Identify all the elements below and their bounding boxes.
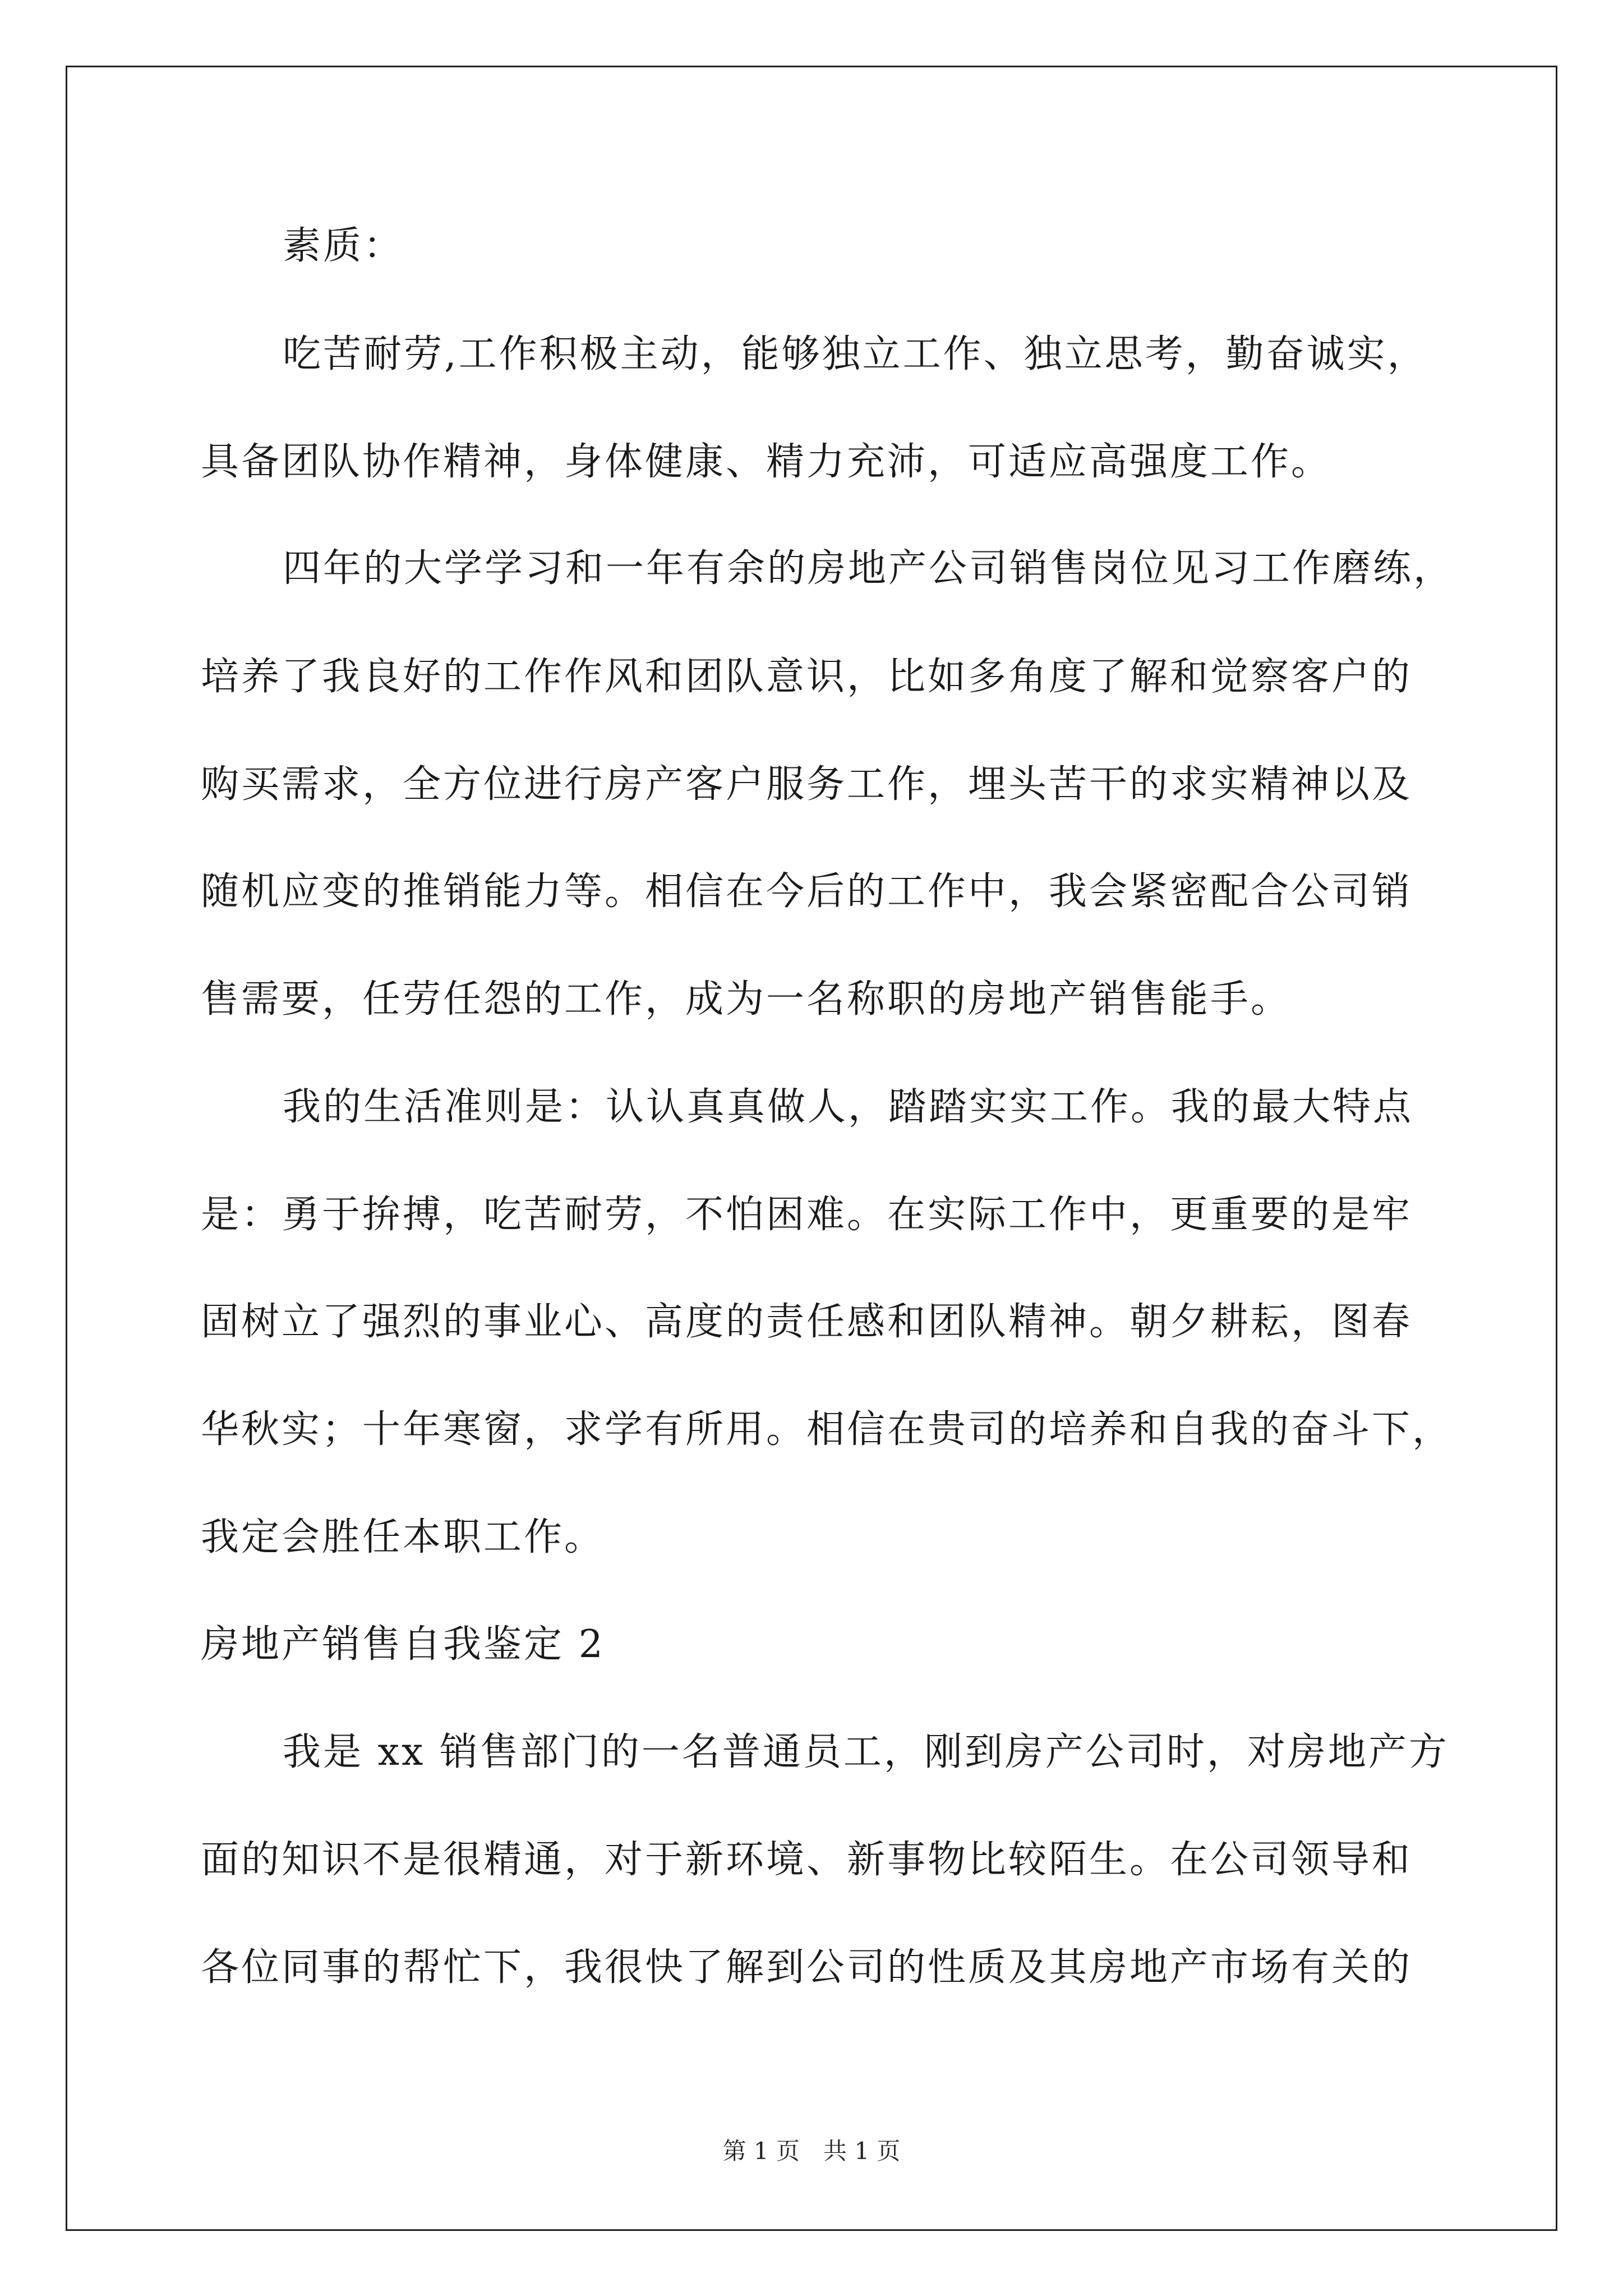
page-footer: 第 1 页 共 1 页 [722, 2137, 901, 2165]
text-line: 我是 xx 销售部门的一名普通员工，刚到房产公司时，对房地产方 [283, 1730, 1449, 1774]
text-line: 培养了我良好的工作作风和团队意识，比如多角度了解和觉察客户的 [201, 655, 1413, 699]
text-line: 面的知识不是很精通，对于新环境、新事物比较陌生。在公司领导和 [201, 1838, 1413, 1882]
text-line: 我定会胜任本职工作。 [201, 1515, 605, 1559]
text-line: 具备团队协作精神，身体健康、精力充沛，可适应高强度工作。 [201, 440, 1332, 484]
text-line: 素质： [283, 224, 404, 268]
text-line: 各位同事的帮忙下，我很快了解到公司的性质及其房地产市场有关的 [201, 1945, 1413, 1990]
text-line: 购买需求，全方位进行房产客户服务工作，埋头苦干的求实精神以及 [201, 762, 1413, 807]
text-line: 我的生活准则是：认认真真做人，踏踏实实工作。我的最大特点 [283, 1085, 1414, 1129]
text-line: 四年的大学学习和一年有余的房地产公司销售岗位见习工作磨练， [283, 546, 1454, 591]
text-line: 售需要，任劳任怨的工作，成为一名称职的房地产销售能手。 [201, 977, 1292, 1022]
text-line: 随机应变的推销能力等。相信在今后的工作中，我会紧密配合公司销 [201, 869, 1413, 914]
text-line: 吃苦耐劳,工作积极主动，能够独立工作、独立思考，勤奋诚实， [283, 332, 1428, 376]
section-heading: 房地产销售自我鉴定 2 [201, 1622, 605, 1667]
text-line: 是：勇于拚搏，吃苦耐劳，不怕困难。在实际工作中，更重要的是牢 [201, 1193, 1413, 1237]
text-line: 华秋实；十年寒窗，求学有所用。相信在贵司的培养和自我的奋斗下， [201, 1407, 1453, 1452]
text-line: 固树立了强烈的事业心、高度的责任感和团队精神。朝夕耕耘，图春 [201, 1300, 1413, 1344]
page-border [66, 66, 1557, 2231]
